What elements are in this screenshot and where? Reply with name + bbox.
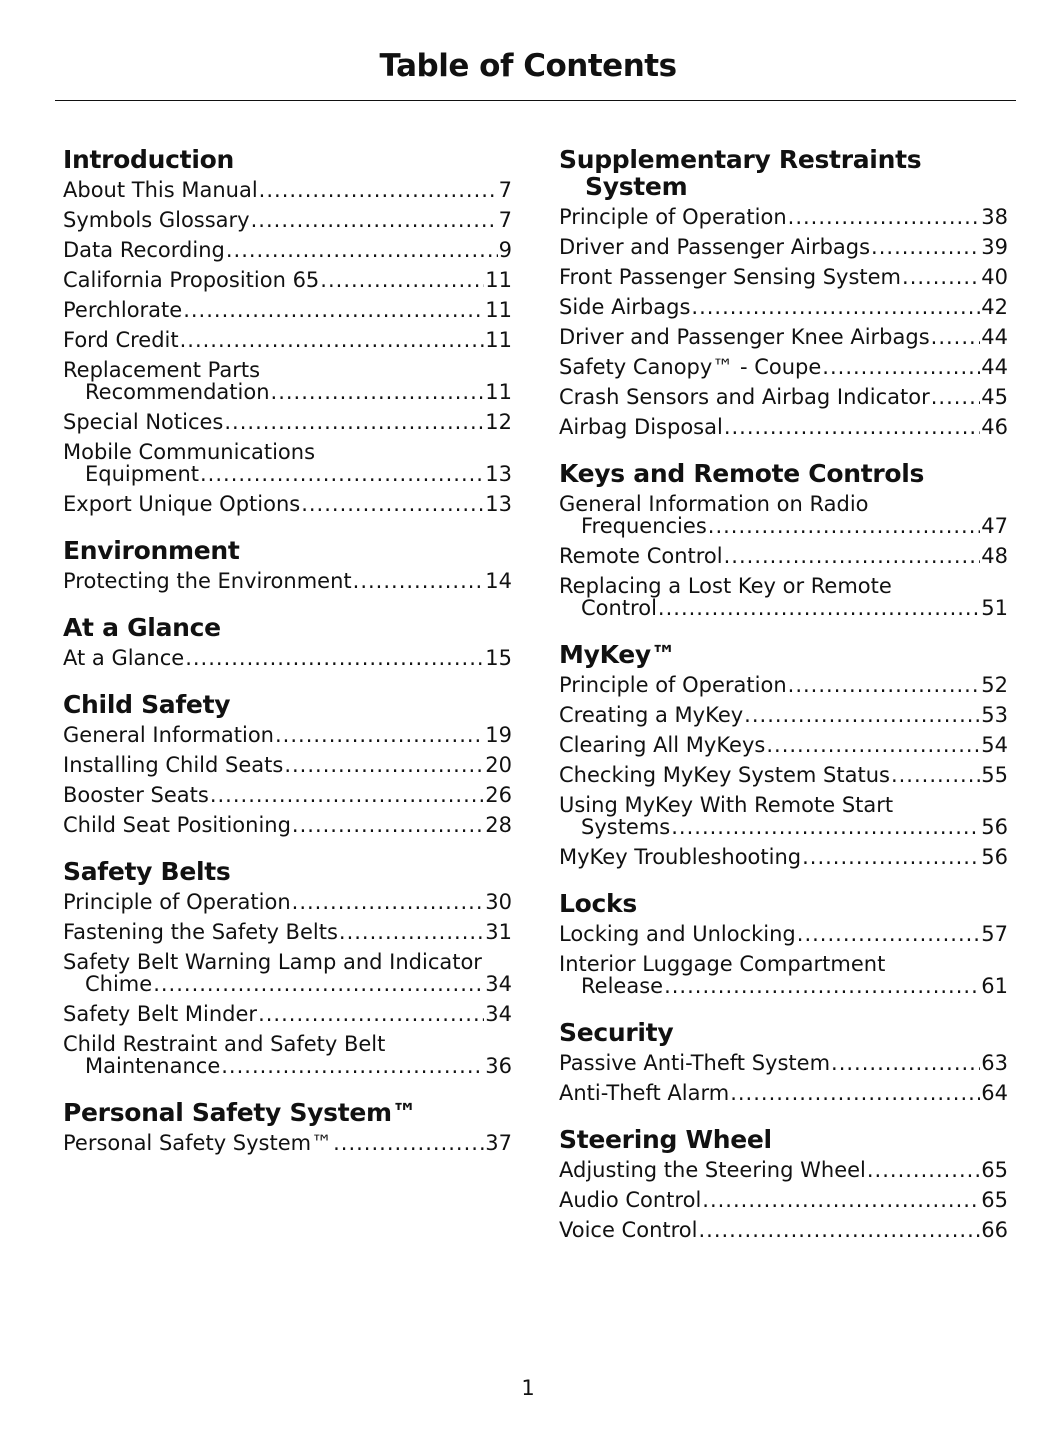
toc-section-safety-belts [63, 858, 512, 1077]
section-heading-line: Keys and Remote Controls [559, 459, 925, 488]
entry-title: Release [581, 974, 664, 998]
entry-page-number: 11 [485, 268, 512, 292]
entry-title: Data Recording [63, 238, 225, 262]
entry-title: Audio Control [559, 1188, 702, 1212]
entry-title: Ford Credit [63, 328, 179, 352]
entry-title: Adjusting the Steering Wheel [559, 1158, 866, 1182]
entry-page-number: 44 [981, 355, 1008, 379]
entry-page-number: 26 [485, 783, 512, 807]
entry-page-number: 11 [485, 380, 512, 404]
dot-leader [271, 381, 485, 403]
entry-page-number: 30 [485, 890, 512, 914]
toc-entry[interactable] [559, 846, 1008, 868]
entry-title: About This Manual [63, 178, 258, 202]
entry-title: Recommendation [85, 380, 270, 404]
dot-leader [788, 674, 981, 696]
toc-entry[interactable] [63, 1033, 512, 1077]
section-heading [63, 537, 512, 564]
entry-page-number: 14 [485, 569, 512, 593]
dot-leader [871, 236, 980, 258]
section-heading [559, 460, 1008, 487]
entry-page-number: 53 [981, 703, 1008, 727]
section-heading-line: Supplementary Restraints [559, 145, 922, 174]
section-heading-line: Environment [63, 536, 240, 565]
dot-leader [221, 1055, 484, 1077]
entry-title: Side Airbags [559, 295, 691, 319]
dot-leader [867, 1159, 980, 1181]
entry-page-number: 37 [485, 1131, 512, 1155]
entry-title-line1: Safety Belt Warning Lamp and Indicator [63, 950, 482, 974]
dot-leader [724, 416, 980, 438]
dot-leader [802, 846, 980, 868]
toc-entry[interactable] [63, 269, 512, 291]
entry-title-line1: Replacement Parts [63, 358, 261, 382]
toc-entry[interactable] [559, 764, 1008, 786]
toc-entry[interactable] [63, 411, 512, 433]
toc-section-locks [559, 890, 1008, 997]
entry-title: Locking and Unlocking [559, 922, 796, 946]
toc-entry[interactable] [63, 493, 512, 515]
entry-page-number: 42 [981, 295, 1008, 319]
toc-entry[interactable] [559, 734, 1008, 756]
dot-leader [259, 179, 498, 201]
dot-leader [931, 326, 981, 348]
dot-leader [822, 356, 980, 378]
page-number: 1 [521, 1376, 535, 1400]
dot-leader [292, 891, 485, 913]
section-heading-line: Steering Wheel [559, 1125, 772, 1154]
toc-entry[interactable] [559, 266, 1008, 288]
entry-title: Checking MyKey System Status [559, 763, 890, 787]
toc-entry[interactable] [559, 545, 1008, 567]
toc-entry[interactable] [63, 754, 512, 776]
section-heading-line: Child Safety [63, 690, 231, 719]
entry-title: Crash Sensors and Airbag Indicator [559, 385, 930, 409]
entry-page-number: 56 [981, 845, 1008, 869]
dot-leader [931, 386, 981, 408]
entry-page-number: 7 [498, 208, 512, 232]
section-heading [63, 691, 512, 718]
toc-entry[interactable] [559, 206, 1008, 228]
entry-title-line1: Replacing a Lost Key or Remote [559, 574, 892, 598]
entry-title: Fastening the Safety Belts [63, 920, 338, 944]
entry-title: Special Notices [63, 410, 224, 434]
entry-page-number: 65 [981, 1188, 1008, 1212]
toc-entry[interactable] [559, 1082, 1008, 1104]
toc-entry[interactable] [63, 209, 512, 231]
entry-title: Child Seat Positioning [63, 813, 291, 837]
entry-page-number: 13 [485, 492, 512, 516]
toc-entry[interactable] [63, 239, 512, 261]
section-heading-line: Introduction [63, 145, 234, 174]
entry-page-number: 48 [981, 544, 1008, 568]
entry-title: Passive Anti-Theft System [559, 1051, 831, 1075]
entry-page-number: 11 [485, 298, 512, 322]
dot-leader [224, 411, 484, 433]
entry-page-number: 34 [485, 972, 512, 996]
dot-leader [251, 209, 498, 231]
dot-leader [891, 764, 980, 786]
entry-title: Export Unique Options [63, 492, 301, 516]
section-heading-line: Personal Safety System™ [63, 1098, 417, 1127]
entry-title: At a Glance [63, 646, 185, 670]
entry-page-number: 51 [981, 596, 1008, 620]
entry-title: MyKey Troubleshooting [559, 845, 802, 869]
entry-title: Maintenance [85, 1054, 221, 1078]
entry-title-line1: Interior Luggage Compartment [559, 952, 886, 976]
toc-entry[interactable] [63, 299, 512, 321]
entry-page-number: 44 [981, 325, 1008, 349]
dot-leader [664, 975, 980, 997]
section-heading-line: Security [559, 1018, 674, 1047]
dot-leader [185, 647, 484, 669]
toc-entry[interactable] [559, 1219, 1008, 1241]
toc-section-steering-wheel [559, 1126, 1008, 1241]
toc-section-personal-safety-system [63, 1099, 512, 1154]
section-heading [63, 1099, 512, 1126]
entry-page-number: 54 [981, 733, 1008, 757]
entry-page-number: 20 [485, 753, 512, 777]
dot-leader [708, 515, 981, 537]
dot-leader [724, 545, 981, 567]
dot-leader [339, 921, 484, 943]
toc-entry[interactable] [63, 814, 512, 836]
entry-title: Installing Child Seats [63, 753, 284, 777]
toc-entry[interactable] [559, 1189, 1008, 1211]
entry-page-number: 57 [981, 922, 1008, 946]
entry-page-number: 31 [485, 920, 512, 944]
entry-page-number: 64 [981, 1081, 1008, 1105]
toc-entry[interactable] [559, 416, 1008, 438]
entry-title: Front Passenger Sensing System [559, 265, 902, 289]
dot-leader [333, 1132, 484, 1154]
toc-section-introduction [63, 146, 512, 515]
section-heading [559, 146, 1008, 200]
entry-title-line1: Using MyKey With Remote Start [559, 793, 894, 817]
dot-leader [698, 1219, 980, 1241]
entry-title: Personal Safety System™ [63, 1131, 333, 1155]
entry-title: Symbols Glossary [63, 208, 250, 232]
dot-leader [658, 597, 980, 619]
toc-column-left [63, 146, 512, 1176]
section-heading-line: At a Glance [63, 613, 221, 642]
entry-page-number: 61 [981, 974, 1008, 998]
entry-title: Driver and Passenger Airbags [559, 235, 871, 259]
entry-title: Principle of Operation [559, 673, 787, 697]
dot-leader [301, 493, 484, 515]
toc-entry[interactable] [559, 1159, 1008, 1181]
section-heading [559, 1019, 1008, 1046]
toc-entry[interactable] [559, 296, 1008, 318]
section-heading [63, 614, 512, 641]
dot-leader [226, 239, 498, 261]
toc-entry[interactable] [559, 236, 1008, 258]
entry-title-line1: Child Restraint and Safety Belt [63, 1032, 386, 1056]
entry-page-number: 13 [485, 462, 512, 486]
entry-page-number: 45 [981, 385, 1008, 409]
entry-title: Voice Control [559, 1218, 698, 1242]
entry-page-number: 15 [485, 646, 512, 670]
toc-entry[interactable] [63, 784, 512, 806]
dot-leader [788, 206, 981, 228]
entry-page-number: 34 [485, 1002, 512, 1026]
entry-page-number: 46 [981, 415, 1008, 439]
entry-title: Remote Control [559, 544, 723, 568]
entry-title: Principle of Operation [63, 890, 291, 914]
entry-title: Chime [85, 972, 153, 996]
toc-section-mykey [559, 641, 1008, 868]
entry-page-number: 66 [981, 1218, 1008, 1242]
dot-leader [275, 724, 484, 746]
entry-page-number: 63 [981, 1051, 1008, 1075]
toc-entry[interactable] [559, 674, 1008, 696]
toc-entry[interactable] [63, 179, 512, 201]
dot-leader [702, 1189, 980, 1211]
entry-page-number: 19 [485, 723, 512, 747]
entry-title: Driver and Passenger Knee Airbags [559, 325, 930, 349]
dot-leader [284, 754, 484, 776]
toc-entry[interactable] [63, 891, 512, 913]
toc-entry[interactable] [63, 1003, 512, 1025]
toc-entry[interactable] [559, 326, 1008, 348]
dot-leader [902, 266, 980, 288]
toc-entry[interactable] [559, 356, 1008, 378]
dot-leader [766, 734, 980, 756]
entry-page-number: 11 [485, 328, 512, 352]
entry-title: Creating a MyKey [559, 703, 744, 727]
entry-title: Frequencies [581, 514, 707, 538]
section-heading [63, 858, 512, 885]
entry-title: California Proposition 65 [63, 268, 320, 292]
toc-column-right [559, 146, 1008, 1263]
toc-section-keys-and-remote-controls [559, 460, 1008, 619]
toc-section-supplementary-restraints-system [559, 146, 1008, 438]
entry-title: Anti-Theft Alarm [559, 1081, 730, 1105]
toc-entry[interactable] [559, 1052, 1008, 1074]
entry-title-line1: Mobile Communications [63, 440, 316, 464]
toc-entry[interactable] [63, 329, 512, 351]
dot-leader [258, 1003, 484, 1025]
toc-entry[interactable] [559, 704, 1008, 726]
dot-leader [153, 973, 484, 995]
toc-entry[interactable] [559, 575, 1008, 619]
entry-title: Booster Seats [63, 783, 209, 807]
toc-entry[interactable] [559, 386, 1008, 408]
entry-page-number: 12 [485, 410, 512, 434]
dot-leader [183, 299, 484, 321]
toc-entry[interactable] [63, 724, 512, 746]
toc-section-at-a-glance [63, 614, 512, 669]
entry-title: Protecting the Environment [63, 569, 352, 593]
entry-title: Airbag Disposal [559, 415, 723, 439]
entry-page-number: 36 [485, 1054, 512, 1078]
section-heading-line: Locks [559, 889, 637, 918]
section-heading [63, 146, 512, 173]
section-heading [559, 890, 1008, 917]
entry-title: Safety Canopy™ - Coupe [559, 355, 822, 379]
toc-entry[interactable] [63, 647, 512, 669]
section-heading-line: MyKey™ [559, 640, 676, 669]
entry-page-number: 52 [981, 673, 1008, 697]
dot-leader [691, 296, 980, 318]
toc-entry[interactable] [63, 921, 512, 943]
toc-entry[interactable] [559, 923, 1008, 945]
toc-entry[interactable] [559, 493, 1008, 537]
dot-leader [292, 814, 484, 836]
dot-leader [353, 570, 485, 592]
section-heading [559, 641, 1008, 668]
toc-entry[interactable] [559, 794, 1008, 838]
section-heading-line: System [585, 172, 688, 201]
section-heading-line: Safety Belts [63, 857, 231, 886]
title-divider [55, 100, 1016, 101]
dot-leader [210, 784, 484, 806]
dot-leader [831, 1052, 980, 1074]
toc-entry[interactable] [63, 441, 512, 485]
entry-page-number: 40 [981, 265, 1008, 289]
entry-page-number: 47 [981, 514, 1008, 538]
entry-page-number: 56 [981, 815, 1008, 839]
toc-entry[interactable] [63, 359, 512, 403]
toc-section-security [559, 1019, 1008, 1104]
toc-entry[interactable] [559, 953, 1008, 997]
entry-title: Systems [581, 815, 671, 839]
entry-page-number: 39 [981, 235, 1008, 259]
entry-page-number: 65 [981, 1158, 1008, 1182]
dot-leader [744, 704, 980, 726]
entry-page-number: 38 [981, 205, 1008, 229]
dot-leader [730, 1082, 980, 1104]
section-heading [559, 1126, 1008, 1153]
entry-page-number: 28 [485, 813, 512, 837]
entry-title: Equipment [85, 462, 199, 486]
toc-entry[interactable] [63, 1132, 512, 1154]
entry-page-number: 55 [981, 763, 1008, 787]
dot-leader [797, 923, 981, 945]
page-title: Table of Contents [379, 48, 677, 84]
entry-title: General Information [63, 723, 274, 747]
entry-title-line1: General Information on Radio [559, 492, 869, 516]
entry-title: Perchlorate [63, 298, 183, 322]
toc-section-child-safety [63, 691, 512, 836]
entry-page-number: 9 [498, 238, 512, 262]
entry-title: Control [581, 596, 657, 620]
toc-entry[interactable] [63, 951, 512, 995]
toc-section-environment [63, 537, 512, 592]
dot-leader [180, 329, 485, 351]
dot-leader [320, 269, 484, 291]
dot-leader [200, 463, 484, 485]
entry-title: Safety Belt Minder [63, 1002, 258, 1026]
entry-page-number: 7 [498, 178, 512, 202]
dot-leader [671, 816, 980, 838]
toc-entry[interactable] [63, 570, 512, 592]
entry-title: Clearing All MyKeys [559, 733, 766, 757]
entry-title: Principle of Operation [559, 205, 787, 229]
